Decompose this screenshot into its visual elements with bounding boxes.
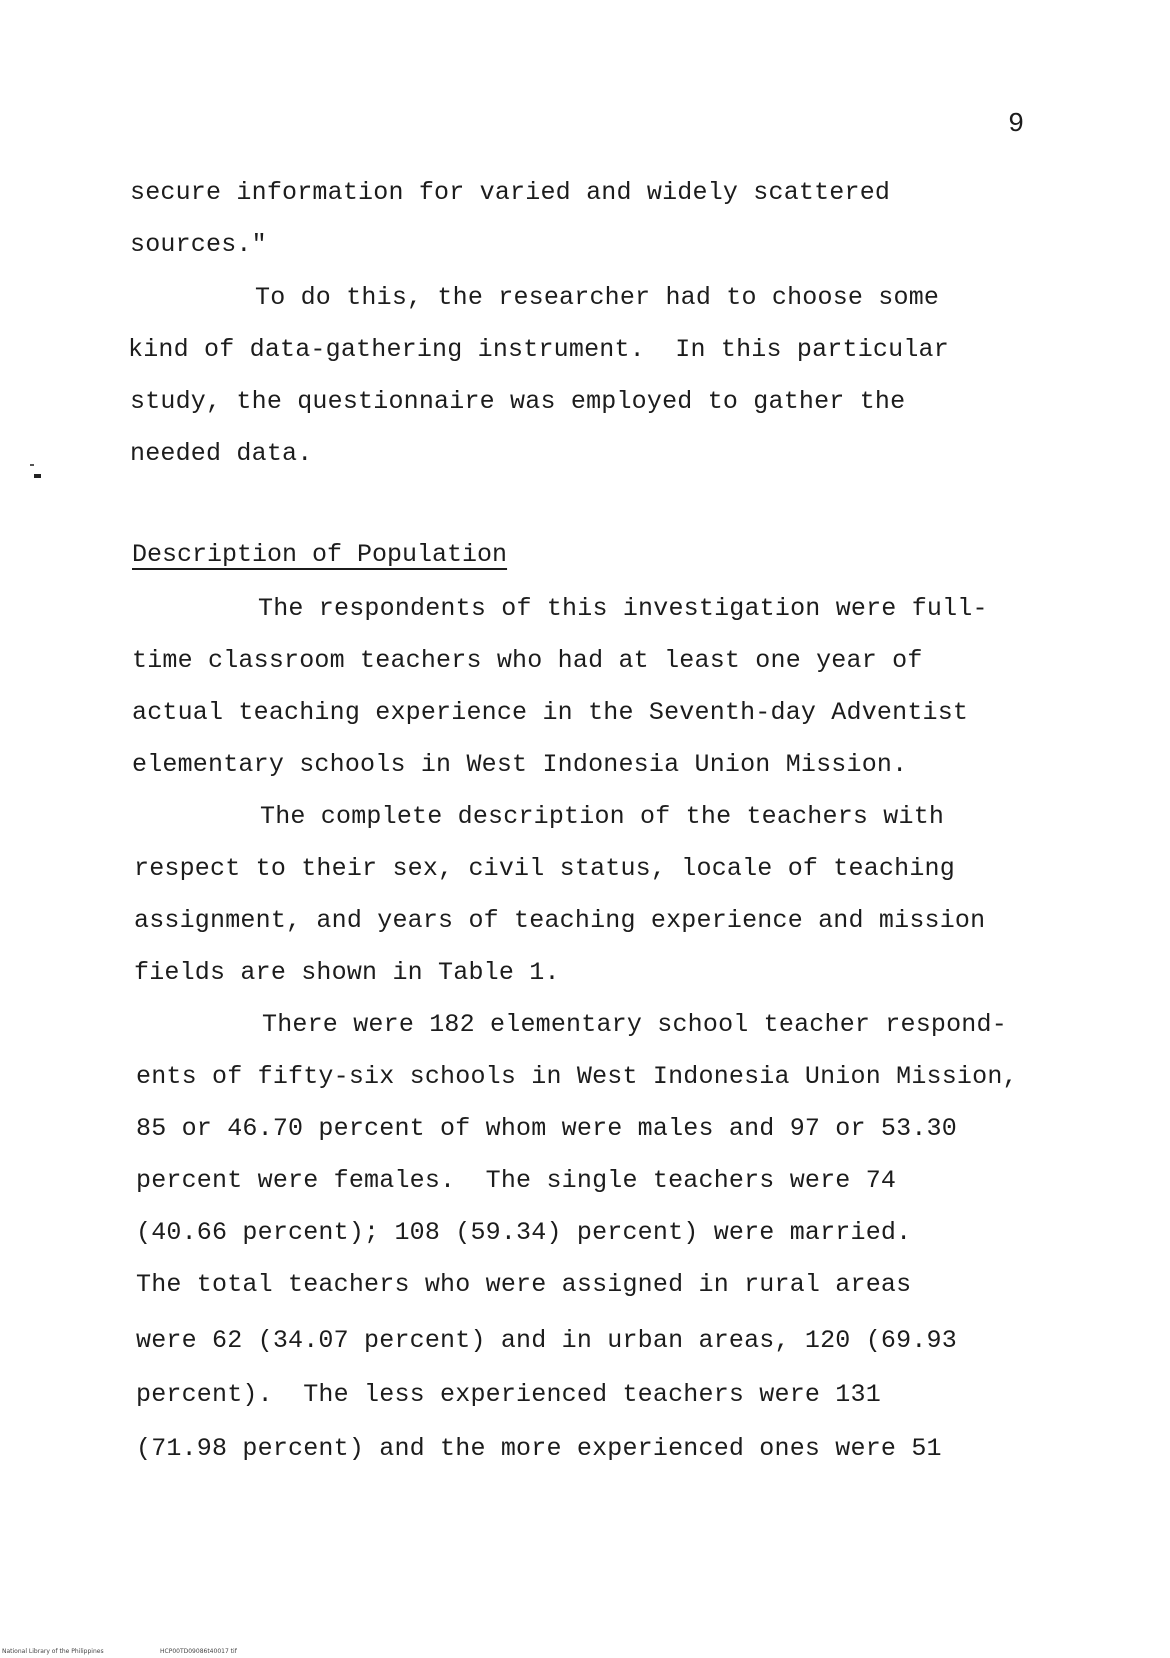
text-line: assignment, and years of teaching experience and mission xyxy=(134,906,986,935)
text-line: The complete description of the teachers with xyxy=(260,802,945,831)
text-line: study, the questionnaire was employed to gather the xyxy=(130,387,906,416)
text-line: were 62 (34.07 percent) and in urban areas, 120 (69.93 xyxy=(136,1326,957,1355)
text-line: To do this, the researcher had to choose some xyxy=(255,283,940,312)
text-line: percent were females. The single teachers were 74 xyxy=(136,1166,897,1195)
text-line: percent). The less experienced teachers were 131 xyxy=(136,1380,881,1409)
margin-mark xyxy=(30,464,34,466)
text-line: respect to their sex, civil status, locale of teaching xyxy=(134,854,955,883)
text-line: needed data. xyxy=(130,439,313,468)
text-line: kind of data-gathering instrument. In this particular xyxy=(128,335,949,364)
footer-library: National Library of the Philippines xyxy=(2,1648,104,1655)
footer-id: HCP00TD09086t40017 tif xyxy=(160,1648,237,1655)
text-line: (71.98 percent) and the more experienced ones were 51 xyxy=(136,1434,942,1463)
text-line: sources." xyxy=(130,230,267,259)
margin-mark xyxy=(34,474,41,478)
text-line: There were 182 elementary school teacher respond- xyxy=(262,1010,1007,1039)
text-line: ents of fifty-six schools in West Indonesia Union Mission, xyxy=(136,1062,1018,1091)
text-line: time classroom teachers who had at least one year of xyxy=(132,646,923,675)
text-line: The total teachers who were assigned in rural areas xyxy=(136,1270,912,1299)
section-heading: Description of Population xyxy=(132,540,508,569)
text-line: The respondents of this investigation were full- xyxy=(258,594,988,623)
text-line: secure information for varied and widely scattered xyxy=(130,178,891,207)
text-line: elementary schools in West Indonesia Union Mission. xyxy=(132,750,908,779)
text-line: (40.66 percent); 108 (59.34) percent) were married. xyxy=(136,1218,912,1247)
text-line: actual teaching experience in the Seventh-day Adventist xyxy=(132,698,969,727)
page-number: 9 xyxy=(1008,110,1025,140)
text-line: 85 or 46.70 percent of whom were males and 97 or 53.30 xyxy=(136,1114,957,1143)
text-line: fields are shown in Table 1. xyxy=(134,958,560,987)
